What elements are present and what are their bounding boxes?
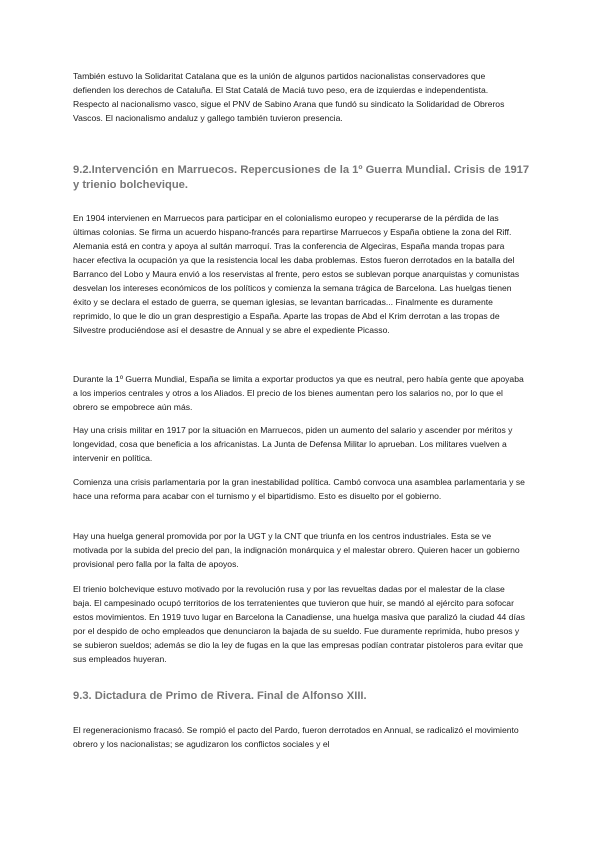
paragraph-military-crisis: Hay una crisis militar en 1917 por la situación en Marruecos, piden un aumento del salario y ascender por méritos y longevidad, cosa que beneficia a los africanistas. La Junta de Defensa Militar lo aprueban. Los militares vuelven a intervenir en política. (73, 425, 513, 463)
paragraph-morocco-intervention: En 1904 intervienen en Marruecos para participar en el colonialismo europeo y recuperarse de la pérdida de las últimas colonias. Se firma un acuerdo hispano-francés para repartirse Marruecos y España obtiene la zona del Riff. Alemania está en contra y apoya al sultán marroquí. Tras la conferencia de Algeciras, España manda tropas para hacer efectiva la ocupación ya que la resistencia local les daba problemas. Estos fueron derrotados en la batalla del Barranco del Lobo y Maura envió a los reservistas al frente, pero estos se sublevan porque anarquistas y comunistas desvelan los intereses económicos de los políticos y comienza la semana trágica de Barcelona. Las huelgas tienen éxito y se declara el estado de guerra, se queman iglesias, se levantan barricadas... Finalmente es duramente reprimido, lo que le dio un gran desprestigio a España. Aparte las tropas de Abd el Krim derrotan a las tropas de Silvestre produciéndose así el desastre de Annual y se abre el expediente Picasso. (73, 213, 520, 335)
paragraph-regenerationism: El regeneracionismo fracasó. Se rompió el pacto del Pardo, fueron derrotados en Annual, se radicalizó el movimiento obrero y los nacionalistas; se agudizaron los conflictos sociales y el (73, 725, 519, 749)
paragraph-nationalism: También estuvo la Solidaritat Catalana que es la unión de algunos partidos nacionalistas conservadores que defienden los derechos de Cataluña. El Stat Catalá de Maciá tuvo peso, era de izquierdas e independentista. Respecto al nacionalismo vasco, sigue el PNV de Sabino Arana que fundó su sindicato la Solidaridad de Obreros Vascos. El nacionalismo andaluz y gallego también tuvieron presencia. (73, 71, 505, 123)
paragraph-parliamentary-crisis: Comienza una crisis parlamentaria por la gran inestabilidad política. Cambó convoca una asamblea parlamentaria y se hace una reforma para acabar con el turnismo y el bipartidismo. Esto es disuelto por el gobierno. (73, 477, 525, 501)
section-heading-9-3: 9.3. Dictadura de Primo de Rivera. Final de Alfonso XIII. (73, 690, 367, 702)
paragraph-bolshevik-triennium: El trienio bolchevique estuvo motivado por la revolución rusa y por las revueltas dadas por el malestar de la clase baja. El campesinado ocupó territorios de los terratenientes que tuvieron que huir, se mandó al ejército para sofocar estos movimientos. En 1919 tuvo lugar en Barcelona la Canadiense, una huelga masiva que paralizó la ciudad 44 días por el despido de ocho empleados que denunciaron la bajada de su sueldo. Fue duramente reprimida, hubo presos y se subieron sueldos; además se dio la ley de fugas en la que las empresas podían contratar pistoleros para evitar que sus empleados huyeran. (73, 584, 525, 664)
paragraph-world-war-one: Durante la 1º Guerra Mundial, España se limita a exportar productos ya que es neutral, pero había gente que apoyaba a los imperios centrales y otros a los Aliados. El precio de los bienes aumentan pero los salarios no, por lo que el obrero se empobrece aún más. (73, 374, 524, 412)
paragraph-general-strike: Hay una huelga general promovida por por la UGT y la CNT que triunfa en los centros industriales. Esta se ve motivada por la subida del precio del pan, la indignación monárquica y el malestar obrero. Quieren hacer un gobierno provisional pero falla por la falta de apoyos. (73, 531, 520, 569)
section-heading-9-2: 9.2.Intervención en Marruecos. Repercusiones de la 1º Guerra Mundial. Crisis de 1917 y trienio bolchevique. (73, 164, 530, 191)
